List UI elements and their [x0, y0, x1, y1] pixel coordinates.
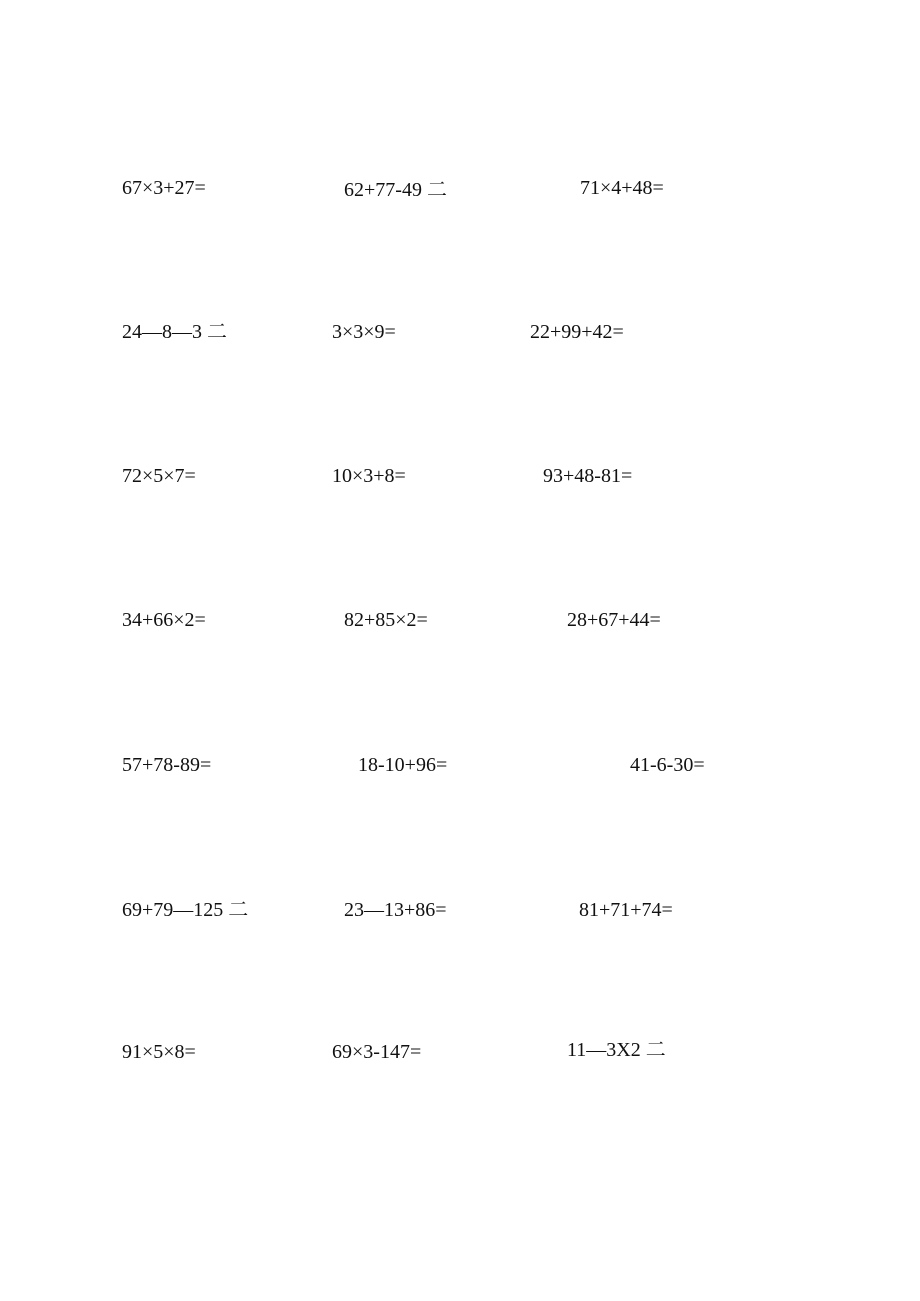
problem-r7-c2: 69×3-147=	[332, 1041, 422, 1063]
problem-r3-c3: 93+48-81=	[543, 465, 633, 487]
problem-r3-c1: 72×5×7=	[122, 465, 196, 487]
problem-r4-c2: 82+85×2=	[344, 609, 428, 631]
problem-r5-c3: 41-6-30=	[630, 754, 705, 776]
problem-r7-c3: 11—3X2 二	[567, 1039, 666, 1061]
problem-r1-c3: 71×4+48=	[580, 177, 664, 199]
problem-r2-c1: 24—8—3 二	[122, 321, 227, 343]
problem-r6-c3: 81+71+74=	[579, 899, 673, 921]
problem-r4-c1: 34+66×2=	[122, 609, 206, 631]
problem-r3-c2: 10×3+8=	[332, 465, 406, 487]
problem-r1-c2: 62+77-49 二	[344, 179, 447, 201]
problem-r2-c2: 3×3×9=	[332, 321, 396, 343]
problem-r4-c3: 28+67+44=	[567, 609, 661, 631]
problem-r7-c1: 91×5×8=	[122, 1041, 196, 1063]
problem-r6-c2: 23—13+86=	[344, 899, 447, 921]
problem-r1-c1: 67×3+27=	[122, 177, 206, 199]
problem-r6-c1: 69+79—125 二	[122, 899, 249, 921]
problem-r5-c2: 18-10+96=	[358, 754, 448, 776]
problem-r2-c3: 22+99+42=	[530, 321, 624, 343]
problem-r5-c1: 57+78-89=	[122, 754, 212, 776]
